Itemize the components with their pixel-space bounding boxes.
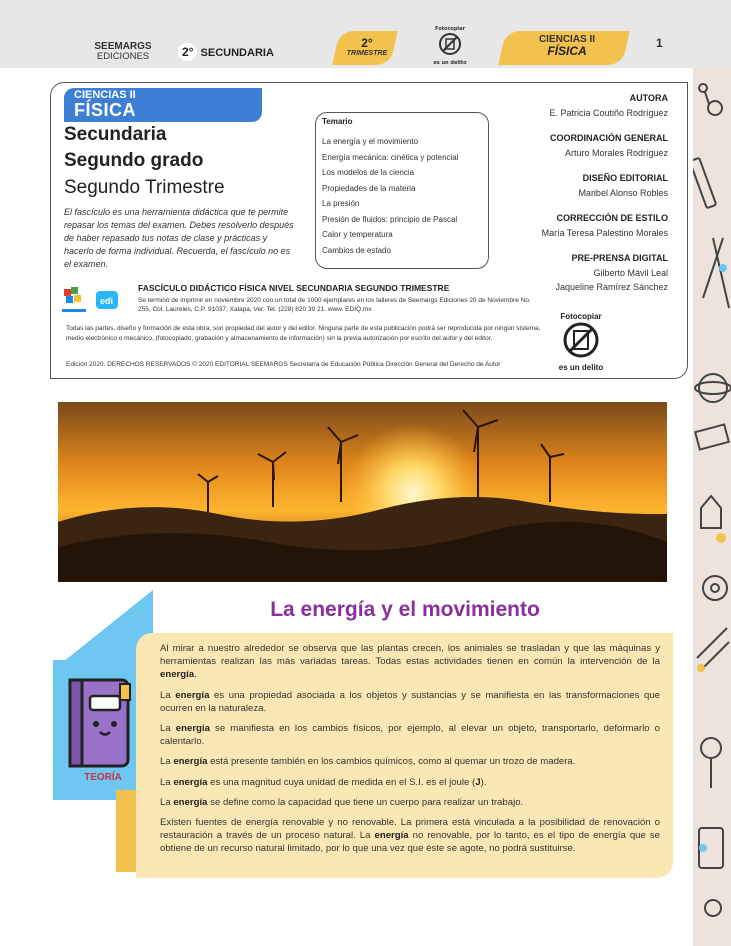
- edition-notice: Edición 2020. DERECHOS RESERVADOS © 2020 EDITORIAL SEEMARGS Secretaría de Educación Pública Dirección General del Derecho de Autor: [66, 361, 501, 368]
- text-run: La: [160, 776, 174, 788]
- temario-item: La energía y el movimiento: [322, 137, 419, 146]
- text-run: La: [160, 796, 174, 808]
- credit-name: María Teresa Palestino Morales: [541, 228, 668, 238]
- temario-item: Presión de fluidos: principio de Pascal: [322, 214, 458, 224]
- grade-number: 2°: [178, 43, 197, 61]
- keyword: energía: [374, 830, 409, 842]
- no-copy-icon: [438, 32, 462, 56]
- theory-paragraph: [160, 776, 660, 789]
- text-run: La: [160, 756, 174, 768]
- theory-paragraph: [160, 816, 660, 856]
- cover-subject-line1: CIENCIAS II: [74, 89, 136, 101]
- fotocopiar-top-caption: Fotocopiar: [434, 26, 465, 32]
- keyword: energía: [173, 776, 208, 788]
- fotocopiar-badge-top: [430, 26, 470, 66]
- theory-body: [160, 642, 660, 863]
- credit-role: PRE-PRENSA DIGITAL: [571, 253, 668, 263]
- publisher-sub: EDICIONES: [96, 51, 150, 62]
- temario-item: Los modelos de la ciencia: [322, 168, 415, 177]
- cover-trimester: Segundo Trimestre: [64, 177, 225, 198]
- credit-role: COORDINACIÓN GENERAL: [549, 133, 668, 143]
- credit-role: DISEÑO EDITORIAL: [582, 173, 668, 183]
- subject-line1: CIENCIAS II: [538, 34, 596, 45]
- temario-item: La presión: [322, 199, 360, 208]
- credit-name: E. Patricia Coutiño Rodríguez: [549, 108, 668, 118]
- publisher-logo: [88, 42, 158, 62]
- text-run: no renovable, por lo tanto, es el tipo de energía que se obtiene de un recurso natural limitado, por lo que una vez que éste se agote, no podrá sustituirse.: [160, 830, 660, 855]
- teoria-label: TEORÍA: [84, 772, 122, 783]
- text-run: es una magnitud cuya unidad de medida en el S.I. es el joule (: [207, 776, 476, 788]
- credit-name: Gilberto Mávil Leal: [593, 268, 668, 278]
- theory-paragraph: [160, 796, 660, 809]
- trimester-label: TRIMESTRE: [346, 50, 388, 57]
- text-run: es una propiedad asociada a los objetos y sustancias y se manifiesta en las transformaciones que ocurren en la naturaleza.: [160, 689, 661, 714]
- publisher-logos-icon: [60, 285, 122, 321]
- text-run: Existen fuentes de energía renovable y no renovable. La primera está vinculada a la posibilidad de renovación o restauración a través de un proceso natural. La: [160, 817, 660, 842]
- fascicle-title: FASCÍCULO DIDÁCTICO FÍSICA NIVEL SECUNDARIA SEGUNDO TRIMESTRE: [138, 283, 450, 293]
- science-doodles-icon: [693, 68, 731, 946]
- credit-name: Maribel Alonso Robles: [578, 188, 668, 198]
- credit-name: Jaqueline Ramírez Sánchez: [555, 282, 668, 292]
- text-run: se define como la capacidad que tiene un cuerpo para realizar un trabajo.: [207, 796, 524, 808]
- subject-tab-text: [508, 34, 626, 58]
- text-run: se manifiesta en los cambios físicos, por ejemplo, al elevar un objeto, transportarlo, deformarlo o calentarlo.: [160, 723, 660, 748]
- trimester-text: [336, 37, 398, 57]
- text-run: .: [194, 669, 197, 681]
- text-run: Al mirar a nuestro alrededor se observa que las plantas crecen, los animales se trasladan y que las máquinas y herramientas realizan las más variadas tareas. Todas estas actividades tienen en común la intervención de la: [160, 643, 660, 668]
- credit-name: Arturo Morales Rodríguez: [564, 148, 668, 158]
- book-character-icon: [64, 676, 134, 772]
- fotocopiar-caption-bottom: es un delito: [558, 363, 604, 372]
- svg-text:edi: edi: [100, 296, 114, 306]
- text-run: La: [160, 689, 176, 701]
- temario-title: Temario: [322, 117, 353, 126]
- theory-paragraph: [160, 722, 660, 748]
- grade-indicator: [178, 45, 274, 59]
- decorative-science-strip: [693, 68, 731, 946]
- cover-subject-line2: FÍSICA: [74, 100, 137, 120]
- temario-item: Energía mecánica: cinética y potencial: [322, 152, 459, 162]
- yellow-accent-strip: [116, 790, 138, 872]
- section-title: La energía y el movimiento: [270, 598, 540, 621]
- text-run: La: [160, 723, 176, 735]
- fotocopiar-bottom-caption: es un delito: [433, 60, 467, 66]
- unit-symbol: J: [475, 776, 481, 788]
- credit-role: AUTORA: [629, 93, 668, 103]
- grade-label: SECUNDARIA: [200, 47, 274, 59]
- publisher-name: SEEMARGS: [94, 41, 152, 52]
- keyword: energía: [173, 756, 208, 768]
- temario-list: [322, 134, 459, 258]
- sunset-wind-turbines-photo: [58, 402, 667, 582]
- subject-line2: FÍSICA: [547, 44, 587, 58]
- temario-item: Cambios de estado: [322, 245, 391, 255]
- cover-grade: Segundo grado: [64, 150, 204, 171]
- page-number: 1: [656, 36, 663, 50]
- theory-paragraph: [160, 689, 660, 715]
- fotocopiar-badge: [550, 312, 612, 372]
- temario-item: Calor y temperatura: [322, 230, 393, 239]
- keyword: energía: [175, 723, 210, 735]
- theory-paragraph: [160, 755, 660, 768]
- keyword: energía: [175, 689, 210, 701]
- no-copy-icon: [562, 321, 600, 359]
- temario-item: Propiedades de la materia: [322, 183, 416, 193]
- keyword: energía: [160, 669, 195, 681]
- cover-intro: El fascículo es una herramienta didáctica que te permite repasar los temas del examen. Debes resolverlo después de haber repasado tus notas de clase y prácticas y hacerlo de forma individual. Recuerda, el fascículo no es el examen.: [64, 207, 294, 269]
- credit-role: CORRECCIÓN DE ESTILO: [556, 213, 668, 223]
- rights-notice: Todas las partes, diseño y formación de esta obra, son propiedad del autor y del editor. Ninguna parte de esta publicación podrá ser reproducida por ningún sistema, medio electrónico o mecánico, (fotocopiado, grabación y almacenamiento de información) sin la previa autorización por escrito del autor y del editor.: [66, 325, 541, 342]
- fotocopiar-caption-top: Fotocopiar: [560, 312, 602, 321]
- theory-paragraph: [160, 642, 660, 682]
- cover-level: Secundaria: [64, 124, 167, 145]
- keyword: energía: [173, 796, 208, 808]
- printing-info: Se terminó de imprimir en noviembre 2020 con un total de 1000 ejemplares en los talleres de Seemargs Ediciones 20 de Noviembre No. 255, Col. Laureles, C.P. 91037, Xalapa, Ver. Tel. (228) 820 30 21. www. EDIQ.mx: [138, 297, 531, 313]
- text-run: está presente también en los cambios químicos, como al quemar un trozo de madera.: [207, 756, 576, 768]
- credits-block: [510, 88, 668, 294]
- text-run: ).: [480, 776, 487, 788]
- trimester-number: 2°: [361, 36, 373, 50]
